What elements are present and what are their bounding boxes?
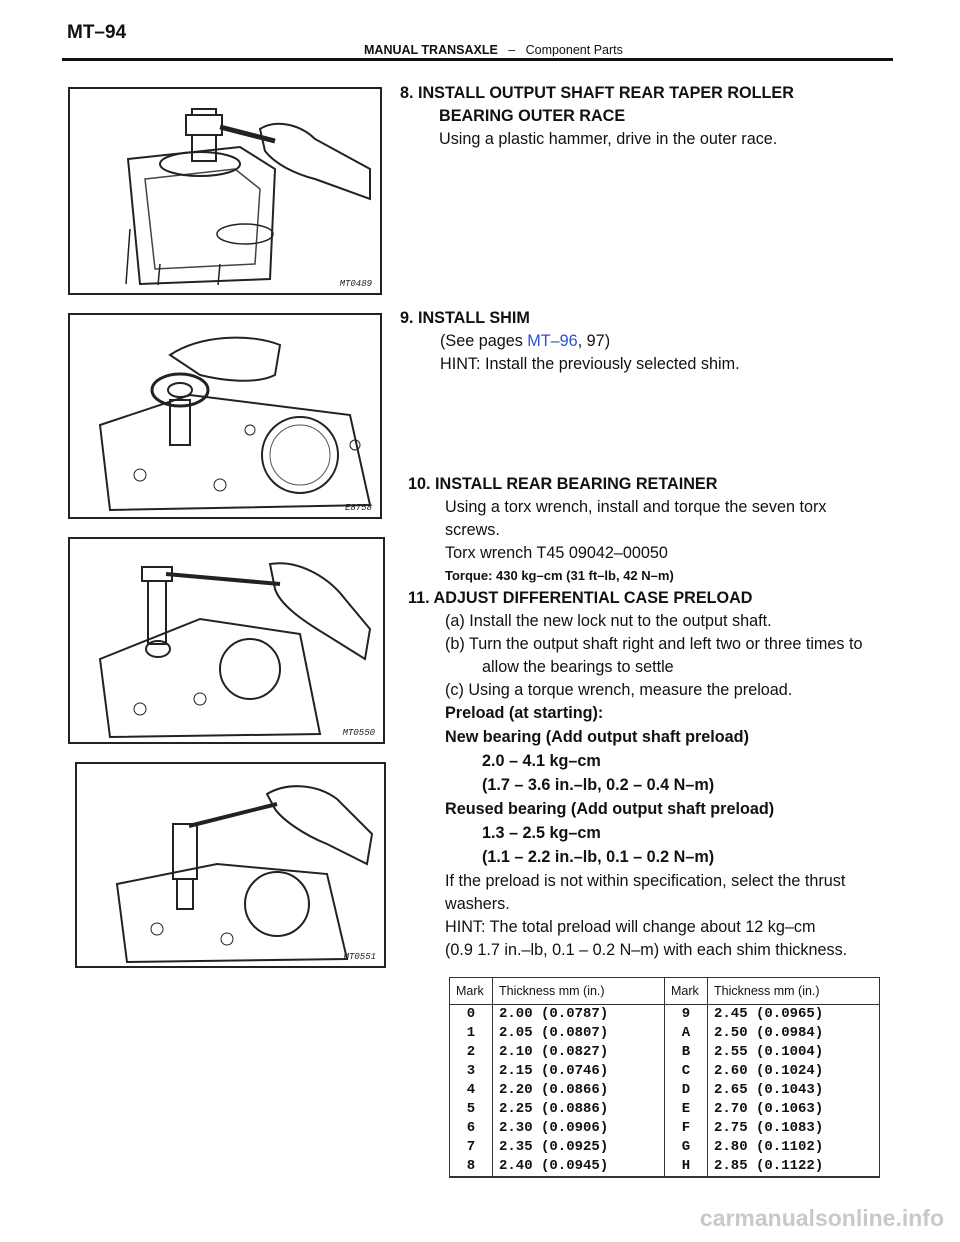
new-bearing-value-2: (1.7 – 3.6 in.–lb, 0.2 – 0.4 N–m) [482,776,715,794]
running-header [364,43,623,57]
table-row [450,1138,880,1157]
step-10-title: 10. INSTALL REAR BEARING RETAINER [408,475,718,493]
table-row [450,1100,880,1119]
col-thickness: Thickness mm (in.) [708,978,880,1005]
thickness-cell: 2.00 (0.0787) [493,1005,665,1025]
figure-code: MT0489 [339,279,372,289]
thickness-cell: 2.85 (0.1122) [708,1157,880,1177]
hammer-illustration [70,89,380,293]
thickness-cell: 2.75 (0.1083) [708,1119,880,1138]
watermark: carmanualsonline.info [699,1205,944,1231]
step-10-body-line2: screws. [445,521,500,539]
ref-suffix: , 97) [577,332,611,350]
spec-note-line1: If the preload is not within specification, select the thrust [445,872,846,890]
step-11-b-line2: allow the bearings to settle [482,658,674,676]
mark-cell: G [665,1138,708,1157]
thickness-cell: 2.15 (0.0746) [493,1062,665,1081]
hint-line2: (0.9 1.7 in.–lb, 0.1 – 0.2 N–m) with each shim thickness. [445,941,848,959]
table-row [450,1081,880,1100]
col-mark: Mark [450,978,493,1005]
reused-bearing-title: Reused bearing (Add output shaft preload) [445,800,775,818]
thickness-cell: 2.45 (0.0965) [708,1005,880,1025]
section-title: MANUAL TRANSAXLE [364,43,498,57]
thickness-cell: 2.80 (0.1102) [708,1138,880,1157]
step-10-torque: Torque: 430 kg–cm (31 ft–lb, 42 N–m) [445,568,674,583]
mark-cell: 1 [450,1024,493,1043]
figure-differential-preload [75,762,386,968]
step-10-tool: Torx wrench T45 09042–00050 [445,544,668,562]
header-separator: – [508,43,516,57]
figure-rear-bearing-retainer [68,537,385,744]
mark-cell: C [665,1062,708,1081]
mark-cell: 7 [450,1138,493,1157]
mark-cell: 6 [450,1119,493,1138]
mark-cell: 5 [450,1100,493,1119]
figure-install-shim [68,313,382,519]
figure-code: E8758 [344,503,372,513]
step-8-title-line2: BEARING OUTER RACE [439,107,626,125]
step-11-a: (a) Install the new lock nut to the output shaft. [445,612,772,630]
step-8-title-line1: 8. INSTALL OUTPUT SHAFT REAR TAPER ROLLER [400,84,794,102]
reused-bearing-value-2: (1.1 – 2.2 in.–lb, 0.1 – 0.2 N–m) [482,848,715,866]
col-thickness: Thickness mm (in.) [493,978,665,1005]
thickness-cell: 2.05 (0.0807) [493,1024,665,1043]
table-row [450,1157,880,1177]
mark-cell: B [665,1043,708,1062]
mark-cell: 4 [450,1081,493,1100]
col-mark: Mark [665,978,708,1005]
thickness-cell: 2.20 (0.0866) [493,1081,665,1100]
table-row [450,1005,880,1025]
subsection-title: Component Parts [525,43,623,57]
step-9-hint: HINT: Install the previously selected shim. [440,355,740,373]
new-bearing-title: New bearing (Add output shaft preload) [445,728,749,746]
mark-cell: 2 [450,1043,493,1062]
table-row [450,1024,880,1043]
step-11-b-line1: (b) Turn the output shaft right and left two or three times to [445,635,863,653]
spec-note-line2: washers. [445,895,510,913]
header-rule [62,58,893,61]
shim-thickness-table [449,977,880,1178]
hint-line1: HINT: The total preload will change about 12 kg–cm [445,918,816,936]
thickness-cell: 2.30 (0.0906) [493,1119,665,1138]
mark-cell: 8 [450,1157,493,1177]
step-10-body-line1: Using a torx wrench, install and torque the seven torx [445,498,827,516]
mark-cell: A [665,1024,708,1043]
thickness-cell: 2.35 (0.0925) [493,1138,665,1157]
thickness-cell: 2.25 (0.0886) [493,1100,665,1119]
torx-wrench-illustration [70,539,383,742]
thickness-cell: 2.70 (0.1063) [708,1100,880,1119]
thickness-cell: 2.55 (0.1004) [708,1043,880,1062]
step-9-reference [440,330,610,354]
mark-cell: F [665,1119,708,1138]
table-row [450,1062,880,1081]
new-bearing-value-1: 2.0 – 4.1 kg–cm [482,752,601,770]
table-row [450,1119,880,1138]
figure-code: MT0550 [342,728,375,738]
step-8-body: Using a plastic hammer, drive in the outer race. [439,130,778,148]
mark-cell: 0 [450,1005,493,1025]
thickness-cell: 2.60 (0.1024) [708,1062,880,1081]
step-11-title: 11. ADJUST DIFFERENTIAL CASE PRELOAD [408,589,753,607]
mark-cell: H [665,1157,708,1177]
figure-output-shaft-race [68,87,382,295]
page-number: MT–94 [67,22,127,43]
shim-illustration [70,315,380,517]
thickness-cell: 2.40 (0.0945) [493,1157,665,1177]
ref-prefix: (See pages [440,332,528,350]
figure-code: MT0551 [343,952,376,962]
mark-cell: 3 [450,1062,493,1081]
mark-cell: D [665,1081,708,1100]
reused-bearing-value-1: 1.3 – 2.5 kg–cm [482,824,601,842]
thickness-cell: 2.65 (0.1043) [708,1081,880,1100]
preload-title: Preload (at starting): [445,704,604,722]
table-header-row [450,978,880,1005]
mark-cell: 9 [665,1005,708,1025]
mark-cell: E [665,1100,708,1119]
page-link-mt96[interactable]: MT–96 [527,332,578,350]
step-11-c: (c) Using a torque wrench, measure the preload. [445,681,793,699]
step-9-title: 9. INSTALL SHIM [400,309,530,327]
torque-wrench-illustration [77,764,384,966]
table-row [450,1043,880,1062]
thickness-cell: 2.50 (0.0984) [708,1024,880,1043]
thickness-cell: 2.10 (0.0827) [493,1043,665,1062]
